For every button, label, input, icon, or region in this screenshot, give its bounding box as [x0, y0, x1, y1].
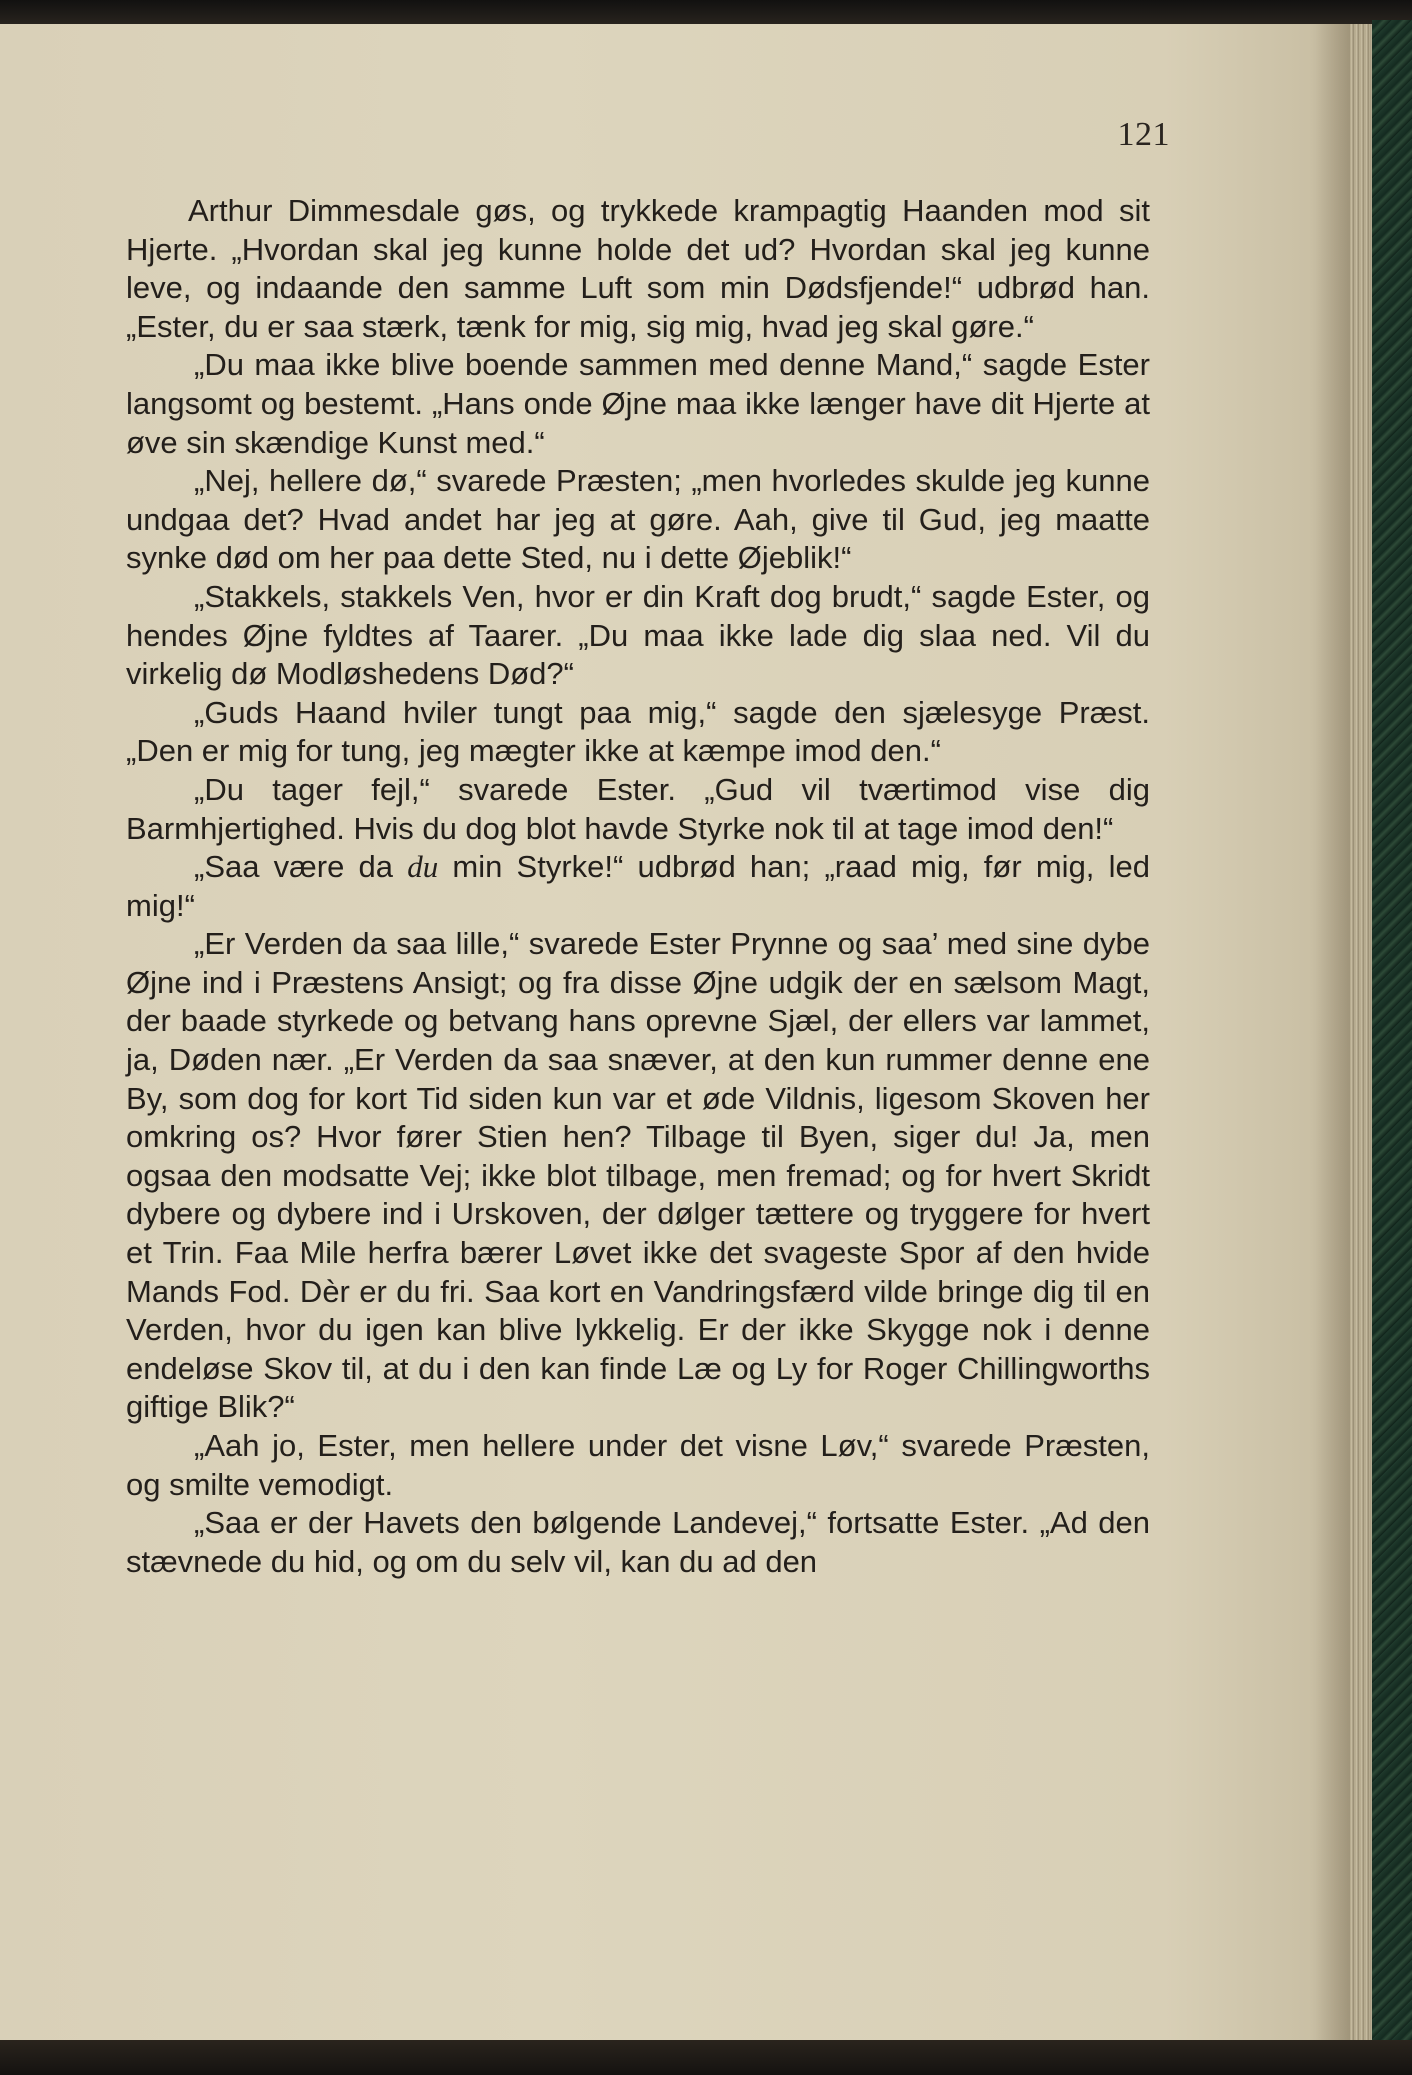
scan-bottom-edge — [0, 2040, 1412, 2075]
paragraph: Arthur Dimmesdale gøs, og trykkede krampagtig Haanden mod sit Hjerte. „Hvordan skal jeg kunne holde det ud? Hvordan skal jeg kunne leve, og indaande den samme Luft som min Dødsfjende!“ udbrød han. „Ester, du er saa stærk, tænk for mig, sig mig, hvad jeg skal gøre.“ — [126, 193, 1150, 344]
paragraph-text: min Styrke!“ udbrød han; „raad mig, før mig, led mig!“ — [126, 849, 1150, 923]
book-cover-edge — [1372, 20, 1412, 2050]
paragraph: „Stakkels, stakkels Ven, hvor er din Kraft dog brudt,“ sagde Ester, og hendes Øjne fyldtes af Taarer. „Du maa ikke lade dig slaa ned. Vil du virkelig dø Modløshedens Død?“ — [126, 578, 1150, 692]
body-text — [126, 192, 1150, 1581]
page-shadow — [1310, 24, 1355, 2040]
paragraph: „Er Verden da saa lille,“ svarede Ester Prynne og saa’ med sine dybe Øjne ind i Præstens Ansigt; og fra disse Øjne udgik der en sælsom Magt, der baade styrkede og betvang hans oprevne Sjæl, der ellers var lammet, ja, Døden nær. „Er Verden da saa snæver, at den kun rummer denne ene By, som dog for kort Tid siden kun var et øde Vildnis, ligesom Skoven her omkring os? Hvor fører Stien hen? Tilbage til Byen, siger du! Ja, men ogsaa den modsatte Vej; ikke blot tilbage, men fremad; og for hvert Skridt dybere og dybere ind i Urskoven, der dølger tættere og tryggere for hvert et Trin. Faa Mile herfra bærer Løvet ikke det svageste Spor af den hvide Mands Fod. Dèr er du fri. Saa kort en Vandringsfærd vilde bringe dig til en Verden, hvor du igen kan blive lykkelig. Er der ikke Skygge nok i denne endeløse Skov til, at du i den kan finde Læ og Ly for Roger Chillingworths giftige Blik?“ — [126, 926, 1150, 1425]
paragraph: „Du tager fejl,“ svarede Ester. „Gud vil tværtimod vise dig Barmhjertighed. Hvis du dog blot havde Styrke nok til at tage imod den!“ — [126, 771, 1150, 846]
italic-word: du — [407, 849, 439, 885]
paragraph: „Aah jo, Ester, men hellere under det visne Løv,“ svarede Præsten, og smilte vemodigt. — [126, 1428, 1150, 1502]
paragraph: „Nej, hellere dø,“ svarede Præsten; „men hvorledes skulde jeg kunne undgaa det? Hvad andet har jeg at gøre. Aah, give til Gud, jeg maatte synke død om her paa dette Sted, nu i dette Øjeblik!“ — [126, 463, 1150, 576]
paragraph: „Guds Haand hviler tungt paa mig,“ sagde den sjælesyge Præst. „Den er mig for tung, jeg mægter ikke at kæmpe imod den.“ — [126, 694, 1150, 769]
paragraph-text: „Saa være da — [194, 849, 408, 885]
page-edges — [1350, 24, 1374, 2040]
page-number: 121 — [1117, 116, 1170, 153]
paragraph: „Saa er der Havets den bølgende Landevej,“ fortsatte Ester. „Ad den stævnede du hid, og om du selv vil, kan du ad den — [126, 1505, 1150, 1579]
paragraph: „Du maa ikke blive boende sammen med denne Mand,“ sagde Ester langsomt og bestemt. „Hans onde Øjne maa ikke længer have dit Hjerte at øve sin skændige Kunst med.“ — [126, 347, 1150, 460]
paragraph — [126, 848, 1150, 925]
